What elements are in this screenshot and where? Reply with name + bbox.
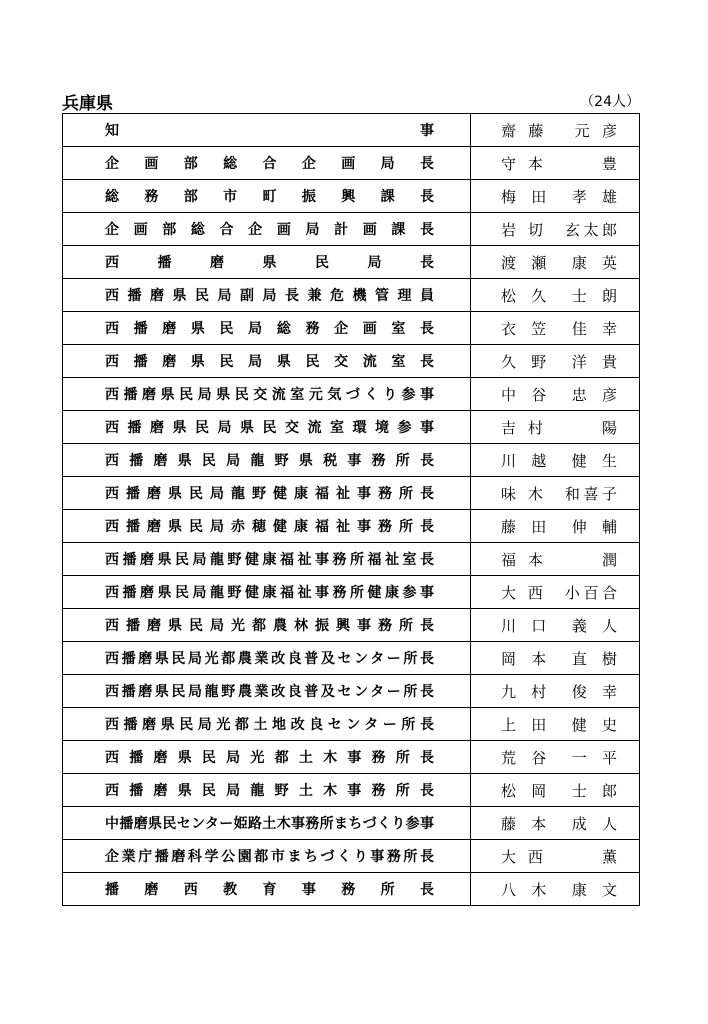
- person-name: 味 木 和喜子: [471, 477, 640, 510]
- table-row: [63, 741, 640, 774]
- person-name: 九 村 俊 幸: [471, 675, 640, 708]
- table-row: [63, 708, 640, 741]
- table-row: [63, 477, 640, 510]
- person-name: 岡 本 直 樹: [471, 642, 640, 675]
- table-row: [63, 774, 640, 807]
- position-title: 西播磨県民局光都土地改良センター所長: [63, 708, 471, 741]
- table-row: [63, 609, 640, 642]
- table-row: [63, 246, 640, 279]
- position-title: 西播磨県民局総務企画室長: [63, 312, 471, 345]
- position-title: 西播磨県民局龍野健康福祉事務所福祉室長: [63, 543, 471, 576]
- table-row: [63, 180, 640, 213]
- position-title: 西播磨県民局光都農業改良普及センター所長: [63, 642, 471, 675]
- person-name: 上 田 健 史: [471, 708, 640, 741]
- position-title: 西播磨県民局県民交流室環境参事: [63, 411, 471, 444]
- position-title: 西播磨県民局光都土木事務所長: [63, 741, 471, 774]
- table-row: [63, 807, 640, 840]
- person-name: 渡 瀬 康 英: [471, 246, 640, 279]
- person-name: 福 本 潤: [471, 543, 640, 576]
- person-name: 川 口 義 人: [471, 609, 640, 642]
- position-title: 西播磨県民局龍野農業改良普及センター所長: [63, 675, 471, 708]
- position-title: 企画部総合企画局計画課長: [63, 213, 471, 246]
- person-name: 岩 切 玄太郎: [471, 213, 640, 246]
- person-name: 齋 藤 元 彦: [471, 114, 640, 147]
- table-row: [63, 543, 640, 576]
- table-row: [63, 576, 640, 609]
- position-title: 西播磨県民局龍野土木事務所長: [63, 774, 471, 807]
- position-title: 知 事: [63, 114, 471, 147]
- position-title: 西播磨県民局副局長兼危機管理員: [63, 279, 471, 312]
- position-title: 企画部総合企画局長: [63, 147, 471, 180]
- position-title: 西播磨県民局赤穂健康福祉事務所長: [63, 510, 471, 543]
- person-name: 松 久 士 朗: [471, 279, 640, 312]
- table-row: [63, 840, 640, 873]
- table-row: [63, 147, 640, 180]
- position-title: 播磨西教育事務所長: [63, 873, 471, 906]
- member-count: （24人）: [580, 94, 640, 110]
- roster-table: [62, 113, 640, 906]
- position-title: 西播磨県民局県民交流室元気づくり参事: [63, 378, 471, 411]
- prefecture-title: 兵庫県: [62, 94, 113, 114]
- person-name: 梅 田 孝 雄: [471, 180, 640, 213]
- table-row: [63, 345, 640, 378]
- table-row: [63, 378, 640, 411]
- table-row: [63, 873, 640, 906]
- position-title: 西播磨県民局龍野県税事務所長: [63, 444, 471, 477]
- person-name: 八 木 康 文: [471, 873, 640, 906]
- table-row: [63, 444, 640, 477]
- person-name: 大 西 小百合: [471, 576, 640, 609]
- page-header: [62, 89, 640, 114]
- table-row: [63, 411, 640, 444]
- table-row: [63, 279, 640, 312]
- person-name: 大 西 薫: [471, 840, 640, 873]
- position-title: 中播磨県民センター姫路土木事務所まちづくり参事: [63, 807, 471, 840]
- table-row: [63, 213, 640, 246]
- position-title: 西播磨県民局光都農林振興事務所長: [63, 609, 471, 642]
- person-name: 川 越 健 生: [471, 444, 640, 477]
- person-name: 衣 笠 佳 幸: [471, 312, 640, 345]
- table-row: [63, 642, 640, 675]
- person-name: 荒 谷 一 平: [471, 741, 640, 774]
- person-name: 吉 村 陽: [471, 411, 640, 444]
- table-row: [63, 312, 640, 345]
- person-name: 守 本 豊: [471, 147, 640, 180]
- person-name: 藤 田 伸 輔: [471, 510, 640, 543]
- position-title: 西播磨県民局龍野健康福祉事務所健康参事: [63, 576, 471, 609]
- position-title: 西播磨県民局龍野健康福祉事務所長: [63, 477, 471, 510]
- table-row: [63, 510, 640, 543]
- person-name: 藤 本 成 人: [471, 807, 640, 840]
- person-name: 松 岡 士 郎: [471, 774, 640, 807]
- person-name: 中 谷 忠 彦: [471, 378, 640, 411]
- table-row: [63, 114, 640, 147]
- person-name: 久 野 洋 貴: [471, 345, 640, 378]
- position-title: 西播磨県民局県民交流室長: [63, 345, 471, 378]
- position-title: 総務部市町振興課長: [63, 180, 471, 213]
- position-title: 西播磨県民局長: [63, 246, 471, 279]
- position-title: 企業庁播磨科学公園都市まちづくり事務所長: [63, 840, 471, 873]
- table-row: [63, 675, 640, 708]
